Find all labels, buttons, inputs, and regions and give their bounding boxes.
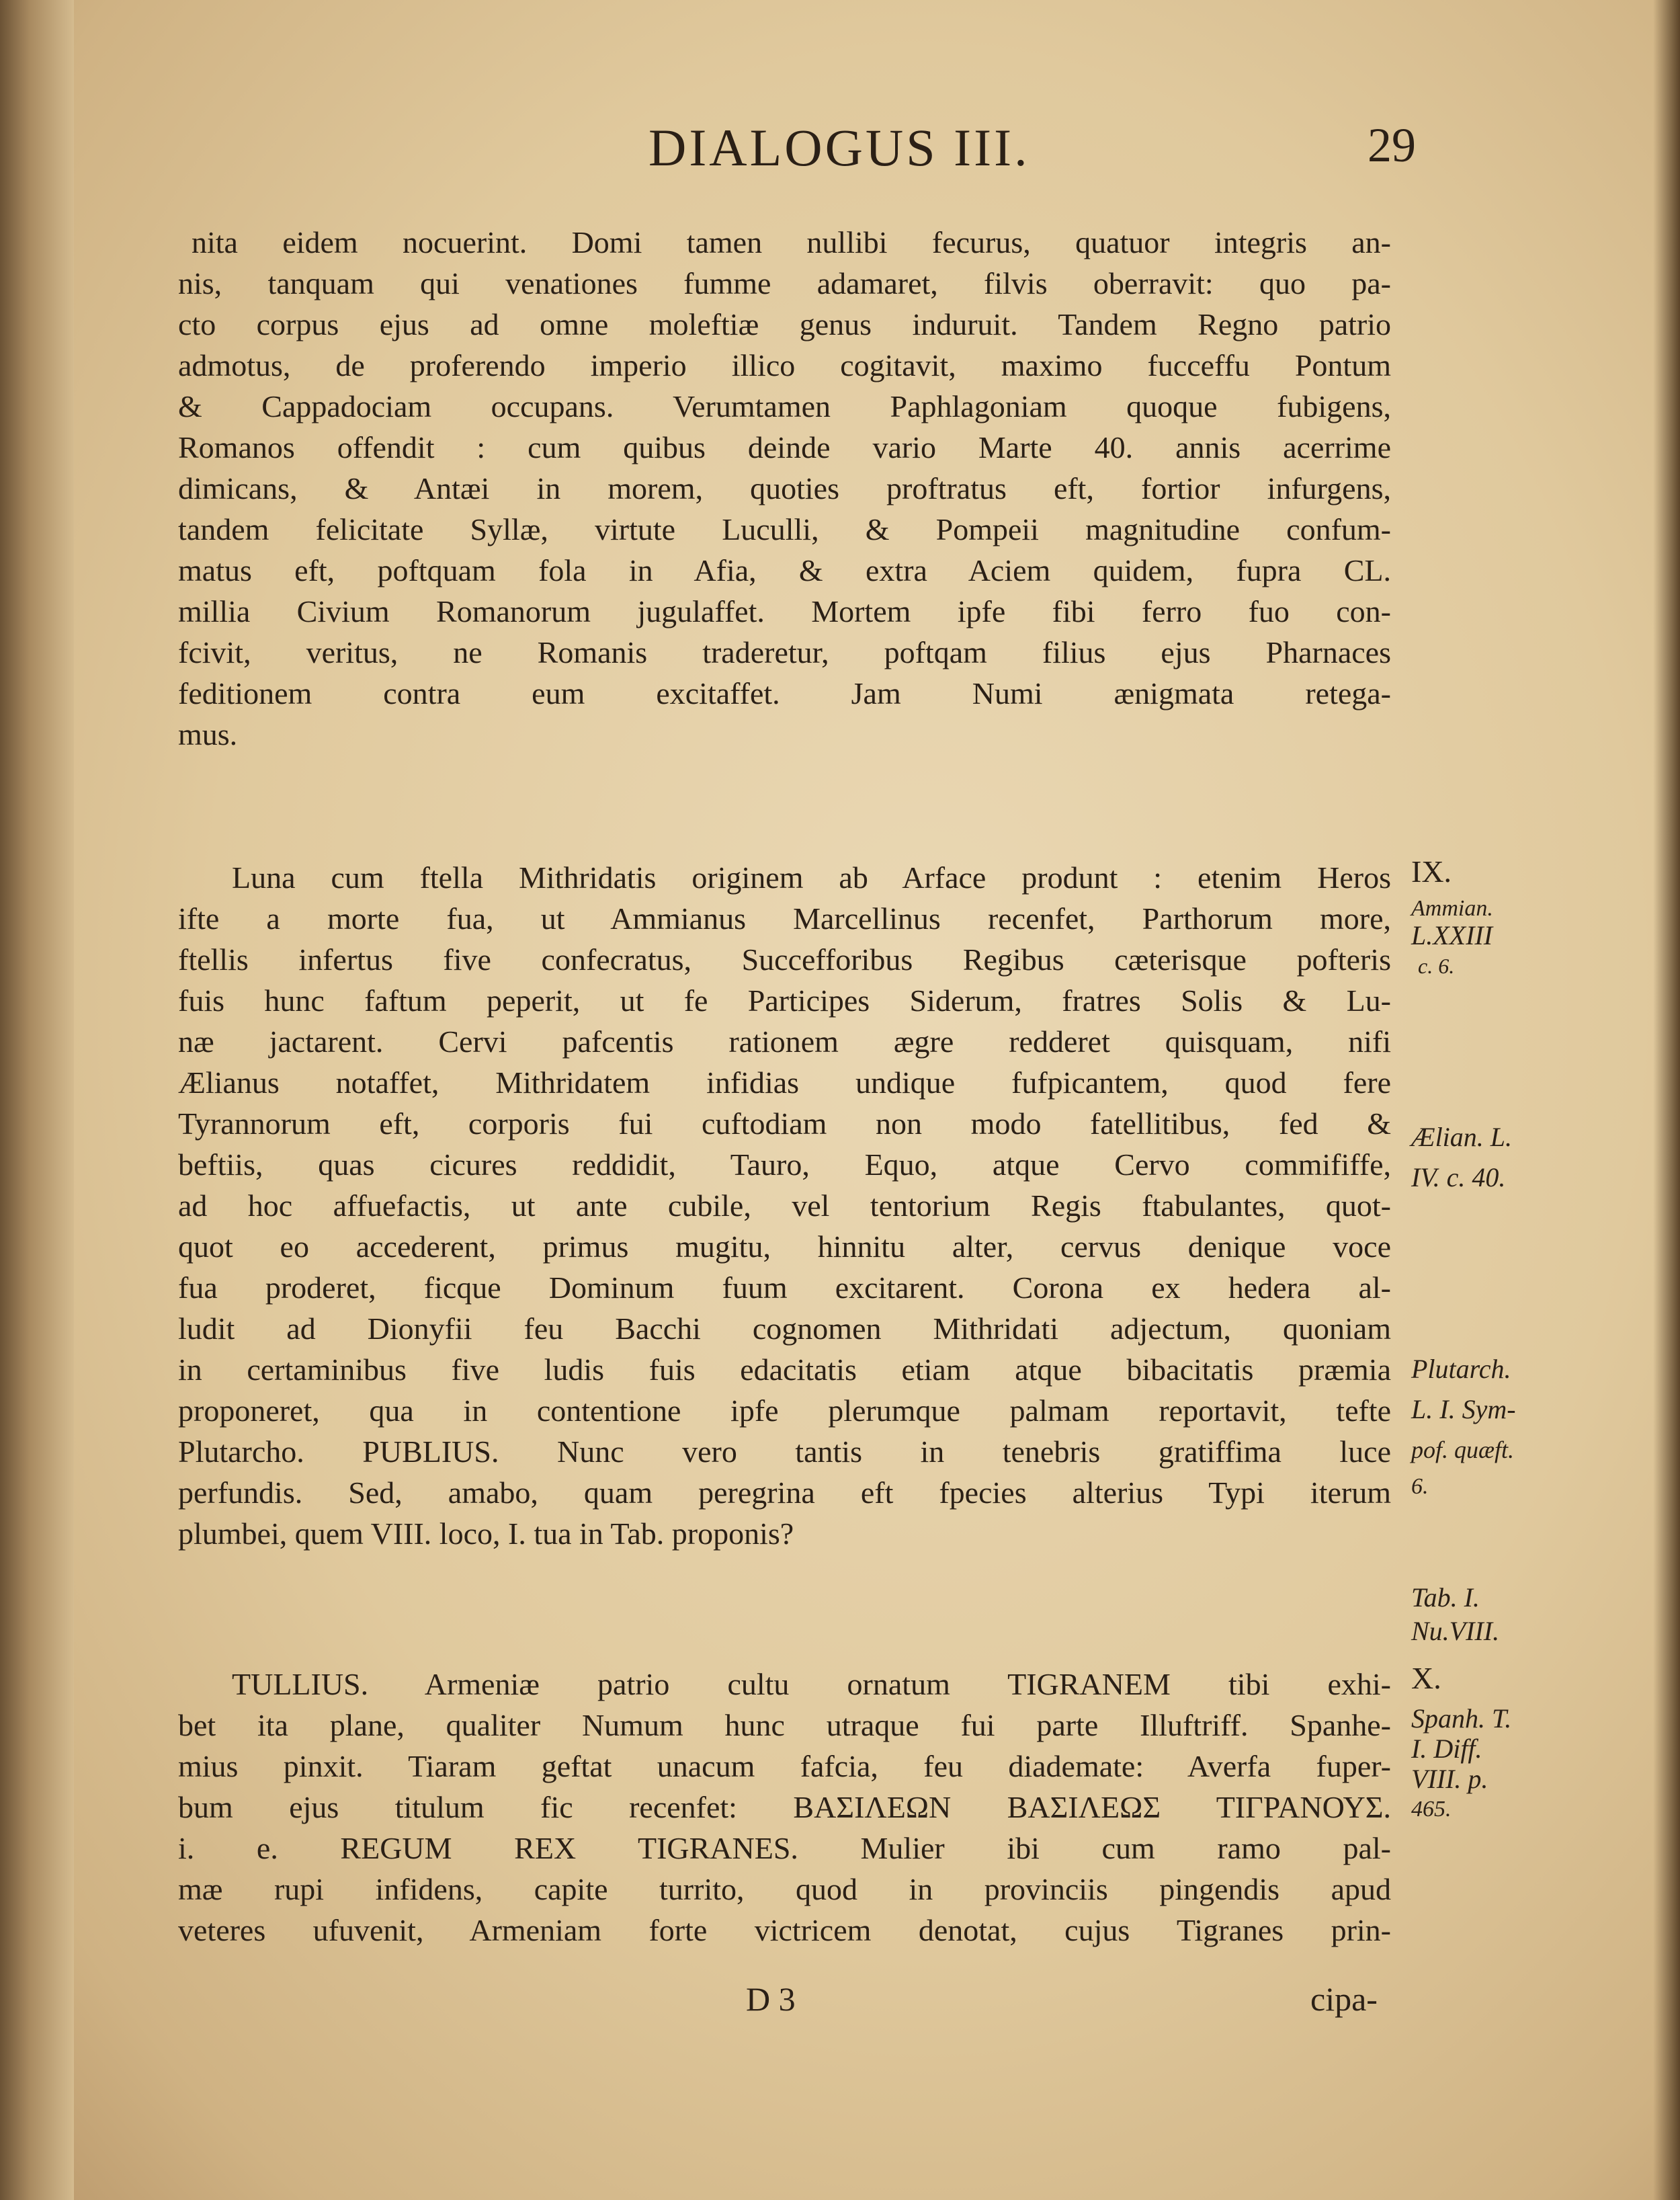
text-line: fuis hunc faftum peperit, ut fe Participes Siderum, fratres Solis & Lu- — [178, 983, 1391, 1018]
text-line: i. e. REGUM REX TIGRANES. Mulier ibi cum ramo pal- — [178, 1831, 1391, 1865]
paragraph-2 — [178, 857, 1391, 1554]
text-line: Ælianus notaffet, Mithridatem infidias undique fufpicantem, quod fere — [178, 1065, 1391, 1100]
margin-note: 6. — [1411, 1474, 1429, 1499]
margin-note: pof. quæft. — [1411, 1436, 1515, 1463]
text-line: mæ rupi infidens, capite turrito, quod in provinciis pingendis apud — [178, 1872, 1391, 1906]
text-line: ftellis infertus five confecratus, Succefforibus Regibus cæterisque pofteris — [178, 942, 1391, 977]
text-line: millia Civium Romanorum jugulaffet. Mortem ipfe fibi ferro fuo con- — [178, 594, 1391, 628]
text-line: admotus, de proferendo imperio illico cogitavit, maximo fucceffu Pontum — [178, 348, 1391, 382]
text-line: ludit ad Dionyfii feu Bacchi cognomen Mithridati adjectum, quoniam — [178, 1311, 1391, 1346]
page-edge-shadow — [1653, 0, 1680, 2200]
text-line: & Cappadociam occupans. Verumtamen Paphlagoniam quoque fubigens, — [178, 389, 1391, 423]
text-line: beftiis, quas cicures reddidit, Tauro, Equo, atque Cervo commififfe, — [178, 1147, 1391, 1182]
text-line: nita eidem nocuerint. Domi tamen nullibi fecurus, quatuor integris an- — [192, 225, 1391, 259]
text-line: veteres ufuvenit, Armeniam forte victricem denotat, cujus Tigranes prin- — [178, 1913, 1391, 1947]
margin-note: Nu.VIII. — [1411, 1616, 1500, 1646]
text-line: plumbei, quem VIII. loco, I. tua in Tab. proponis? — [178, 1516, 794, 1551]
text-line: in certaminibus five ludis fuis edacitatis etiam atque bibacitatis præmia — [178, 1352, 1391, 1387]
text-line: quot eo accederent, primus mugitu, hinnitu alter, cervus denique voce — [178, 1229, 1391, 1264]
page-header — [0, 118, 1680, 178]
margin-note: L. I. Sym- — [1411, 1394, 1516, 1424]
text-line: mus. — [178, 717, 238, 751]
margin-note: c. 6. — [1418, 954, 1455, 978]
text-line: fua proderet, ficque Dominum fuum excitarent. Corona ex hedera al- — [178, 1270, 1391, 1305]
margin-note: 465. — [1411, 1797, 1452, 1822]
text-line: perfundis. Sed, amabo, quam peregrina eft fpecies alterius Typi iterum — [178, 1475, 1391, 1510]
text-line: bet ita plane, qualiter Numum hunc utraque fui parte Illuftriff. Spanhe- — [178, 1708, 1391, 1742]
binding-gutter — [0, 0, 74, 2200]
text-line: næ jactarent. Cervi pafcentis rationem ægre redderet quisquam, nifi — [178, 1024, 1391, 1059]
text-line: cto corpus ejus ad omne moleftiæ genus induruit. Tandem Regno patrio — [178, 307, 1391, 341]
text-line: feditionem contra eum excitaffet. Jam Numi ænigmata retega- — [178, 676, 1391, 710]
text-line: nis, tanquam qui venationes fumme adamaret, filvis oberravit: quo pa- — [178, 266, 1391, 300]
signature-mark: D 3 — [746, 1980, 796, 2018]
text-line: mius pinxit. Tiaram geftat unacum fafcia, feu diademate: Averfa fuper- — [178, 1749, 1391, 1783]
text-line: TULLIUS. Armeniæ patrio cultu ornatum TIGRANEM tibi exhi- — [232, 1667, 1391, 1701]
page-number: 29 — [1368, 118, 1416, 172]
margin-note: L.XXIII — [1411, 920, 1493, 950]
text-line: fcivit, veritus, ne Romanis traderetur, poftqam filius ejus Pharnaces — [178, 635, 1391, 669]
margin-note: IX. — [1411, 854, 1452, 889]
text-line: matus eft, poftquam fola in Afia, & extra Aciem quidem, fupra CL. — [178, 553, 1391, 587]
catchword: cipa- — [1310, 1980, 1378, 2018]
margin-note: I. Diff. — [1411, 1734, 1482, 1764]
text-line: Luna cum ftella Mithridatis originem ab Arface produnt : etenim Heros — [232, 860, 1391, 895]
margin-note: Ælian. L. — [1411, 1122, 1513, 1152]
text-line: Plutarcho. PUBLIUS. Nunc vero tantis in tenebris gratiffima luce — [178, 1434, 1391, 1469]
margin-note: IV. c. 40. — [1411, 1162, 1506, 1192]
margin-note: Tab. I. — [1411, 1582, 1480, 1613]
text-line: ad hoc affuefactis, ut ante cubile, vel tentorium Regis ftabulantes, quot- — [178, 1188, 1391, 1223]
margin-note: Plutarch. — [1411, 1354, 1511, 1384]
paragraph-1 — [178, 222, 1391, 755]
text-line: Romanos offendit : cum quibus deinde vario Marte 40. annis acerrime — [178, 430, 1391, 464]
margin-note: Spanh. T. — [1411, 1703, 1512, 1734]
text-line: dimicans, & Antæi in morem, quoties proftratus eft, fortior infurgens, — [178, 471, 1391, 505]
margin-note: Ammian. — [1411, 896, 1493, 921]
margin-note: X. — [1411, 1661, 1441, 1695]
page-footer — [0, 1980, 1680, 2027]
text-line: ifte a morte fua, ut Ammianus Marcellinus recenfet, Parthorum more, — [178, 901, 1391, 936]
paragraph-3 — [178, 1664, 1391, 1951]
text-line: proponeret, qua in contentione ipfe plerumque palmam reportavit, tefte — [178, 1393, 1391, 1428]
text-line: Tyrannorum eft, corporis fui cuftodiam non modo fatellitibus, fed & — [178, 1106, 1391, 1141]
text-line: bum ejus titulum fic recenfet: ΒΑΣΙΛΕΩΝ ΒΑΣΙΛΕΩΣ ΤΙΓΡΑΝΟΥΣ. — [178, 1790, 1391, 1824]
text-line: tandem felicitate Syllæ, virtute Luculli, & Pompeii magnitudine confum- — [178, 512, 1391, 546]
running-head: DIALOGUS III. — [648, 118, 1030, 177]
margin-note: VIII. p. — [1411, 1764, 1488, 1794]
